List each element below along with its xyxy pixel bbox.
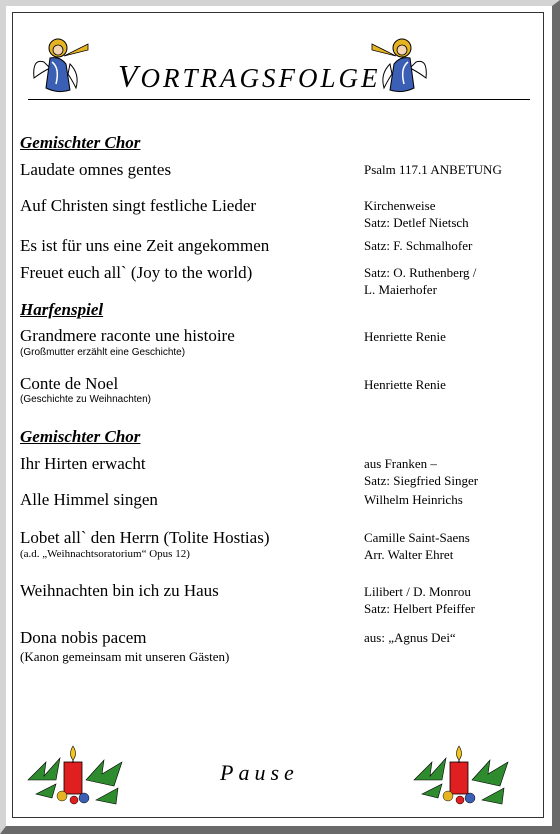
piece-title: Es ist für uns eine Zeit angekommen [20, 236, 270, 255]
piece-note: (Kanon gemeinsam mit unseren Gästen) [20, 649, 230, 664]
piece-title: Alle Himmel singen [20, 490, 158, 509]
section-heading: Gemischter Chor [20, 133, 141, 152]
piece-note: (a.d. „Weihnachtsoratorium“ Opus 12) [20, 548, 190, 560]
piece-credit: Lilibert / D. Monrou [364, 584, 471, 599]
piece-title: Freuet euch all` (Joy to the world) [20, 263, 253, 282]
piece-credit: Kirchenweise [364, 198, 436, 213]
piece-credit: Satz: Siegfried Singer [364, 473, 479, 488]
piece-credit: Satz: O. Ruthenberg / [364, 265, 477, 280]
piece-credit: L. Maierhofer [364, 282, 437, 297]
piece-credit: Henriette Renie [364, 329, 446, 344]
piece-credit: Arr. Walter Ehret [364, 547, 454, 562]
piece-note: (Großmutter erzählt eine Geschichte) [20, 347, 186, 358]
piece-credit: Satz: Detlef Nietsch [364, 215, 469, 230]
piece-credit: aus Franken – [364, 456, 437, 471]
piece-note: (Geschichte zu Weihnachten) [20, 394, 151, 405]
christmas-candle-icon [26, 740, 126, 808]
piece-title: Laudate omnes gentes [20, 160, 172, 179]
piece-title: Ihr Hirten erwacht [20, 454, 146, 473]
christmas-candle-icon [412, 740, 512, 808]
angel-trumpet-icon [30, 34, 92, 96]
piece-credit: Camille Saint-Saens [364, 530, 470, 545]
piece-credit: Henriette Renie [364, 377, 446, 392]
piece-credit: Wilhelm Heinrichs [364, 492, 463, 507]
section-heading: Harfenspiel [20, 300, 104, 319]
piece-credit: Satz: Helbert Pfeiffer [364, 601, 475, 616]
pause-label: Pause [220, 760, 299, 785]
piece-credit: Psalm 117.1 ANBETUNG [364, 162, 502, 177]
title-divider [28, 99, 530, 100]
section-heading: Gemischter Chor [20, 427, 141, 446]
page-title: VORTRAGSFOLGE [118, 58, 381, 94]
piece-title: Lobet all` den Herrn (Tolite Hostias) [20, 528, 270, 547]
piece-credit: aus: „Agnus Dei“ [364, 630, 456, 645]
piece-title: Grandmere raconte une histoire [20, 326, 235, 345]
piece-title: Conte de Noel [20, 374, 119, 393]
piece-title: Dona nobis pacem [20, 628, 147, 647]
piece-title: Auf Christen singt festliche Lieder [20, 196, 257, 215]
piece-credit: Satz: F. Schmalhofer [364, 238, 473, 253]
piece-title: Weihnachten bin ich zu Haus [20, 581, 219, 600]
